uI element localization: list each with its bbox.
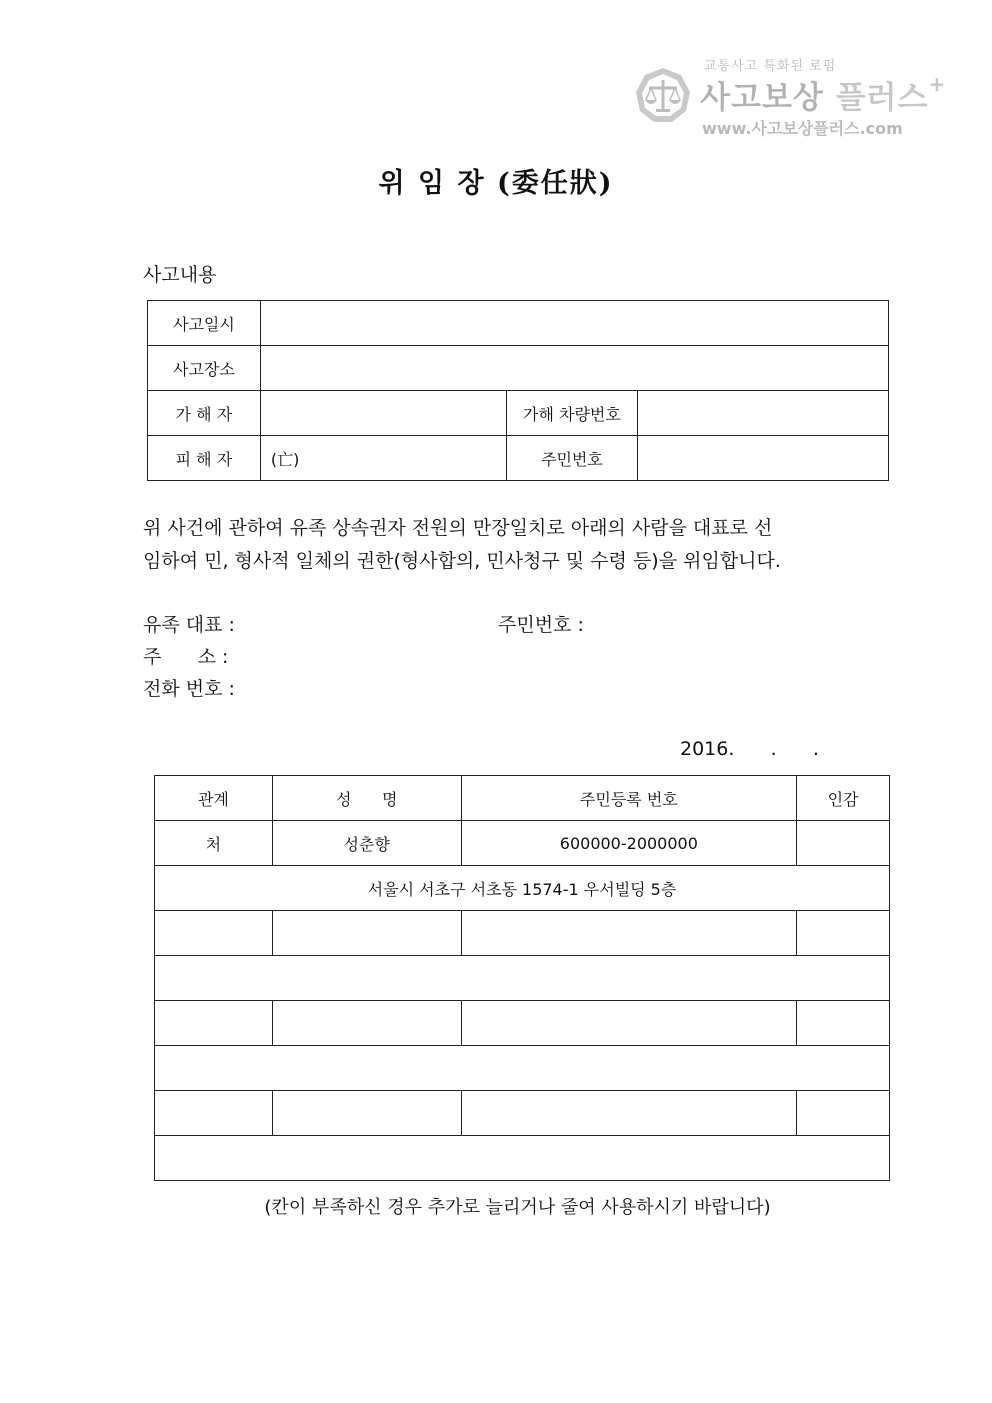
table-row <box>155 866 890 911</box>
heir-id-cell[interactable]: 600000-2000000 <box>461 821 797 866</box>
table-row <box>155 1001 890 1046</box>
heir-seal-cell[interactable] <box>797 1091 890 1136</box>
table-header-row <box>155 776 890 821</box>
victim-field[interactable]: (亡) <box>260 436 506 481</box>
table-row <box>155 821 890 866</box>
victim-id-field[interactable] <box>638 436 889 481</box>
table-row <box>155 1136 890 1181</box>
accident-date-label: 사고일시 <box>148 301 261 346</box>
heir-name-cell[interactable] <box>272 911 461 956</box>
offender-label: 가 해 자 <box>148 391 261 436</box>
logo-url: www.사고보상플러스.com <box>702 119 903 138</box>
header-name: 성 명 <box>272 776 461 821</box>
accident-date-field[interactable] <box>260 301 888 346</box>
heir-seal-cell[interactable] <box>797 821 890 866</box>
representative-phone-label: 전화 번호 : <box>143 678 235 700</box>
heir-name-cell[interactable]: 성춘향 <box>272 821 461 866</box>
heirs-table <box>154 775 890 1181</box>
heir-address-cell[interactable] <box>155 1046 890 1091</box>
logo-plus-sign: + <box>928 71 947 96</box>
header-relation: 관계 <box>155 776 273 821</box>
logo-name-main: 사고보상 <box>700 80 824 116</box>
table-row <box>155 1046 890 1091</box>
offender-vehicle-label: 가해 차량번호 <box>506 391 638 436</box>
accident-place-field[interactable] <box>260 346 888 391</box>
heir-name-cell[interactable] <box>272 1001 461 1046</box>
table-row <box>148 301 889 346</box>
scales-of-justice-emblem-icon <box>634 66 692 124</box>
heir-address-cell[interactable]: 서울시 서초구 서초동 1574-1 우서빌딩 5층 <box>155 866 890 911</box>
logo-tagline: 교통사고 특화된 로펌 <box>704 59 837 74</box>
heir-seal-cell[interactable] <box>797 911 890 956</box>
table-row <box>148 436 889 481</box>
representative-name-label: 유족 대표 : <box>143 614 235 636</box>
heir-relation-cell[interactable] <box>155 1001 273 1046</box>
table-row <box>148 391 889 436</box>
accident-section-label: 사고내용 <box>143 264 217 286</box>
heir-name-cell[interactable] <box>272 1091 461 1136</box>
heir-relation-cell[interactable] <box>155 1091 273 1136</box>
table-row <box>155 1091 890 1136</box>
document-date: 2016. . . <box>680 738 819 760</box>
offender-field[interactable] <box>260 391 506 436</box>
heir-relation-cell[interactable]: 처 <box>155 821 273 866</box>
victim-label: 피 해 자 <box>148 436 261 481</box>
table-row <box>148 346 889 391</box>
logo-name <box>700 72 946 117</box>
accident-details-table <box>147 300 889 481</box>
logo-name-plus: 플러스 <box>835 80 929 116</box>
heir-id-cell[interactable] <box>461 911 797 956</box>
heir-seal-cell[interactable] <box>797 1001 890 1046</box>
heir-relation-cell[interactable] <box>155 911 273 956</box>
representative-address-label: 주 소 : <box>143 646 229 668</box>
offender-vehicle-field[interactable] <box>638 391 889 436</box>
statement-line: 임하여 민, 형사적 일체의 권한(형사합의, 민사청구 및 수령 등)을 위임합니다. <box>143 550 781 572</box>
heir-address-cell[interactable] <box>155 1136 890 1181</box>
footnote: (칸이 부족하신 경우 추가로 늘리거나 줄여 사용하시기 바랍니다) <box>264 1197 771 1218</box>
heir-address-cell[interactable] <box>155 956 890 1001</box>
representative-id-label: 주민번호 : <box>498 614 584 636</box>
header-id: 주민등록 번호 <box>461 776 797 821</box>
table-row <box>155 911 890 956</box>
statement-line: 위 사건에 관하여 유족 상속권자 전원의 만장일치로 아래의 사람을 대표로 선 <box>143 517 773 539</box>
heir-id-cell[interactable] <box>461 1001 797 1046</box>
header-seal: 인감 <box>797 776 890 821</box>
table-row <box>155 956 890 1001</box>
heir-id-cell[interactable] <box>461 1091 797 1136</box>
victim-id-label: 주민번호 <box>506 436 638 481</box>
delegation-statement <box>143 512 893 578</box>
company-logo <box>632 52 947 142</box>
accident-place-label: 사고장소 <box>148 346 261 391</box>
document-title: 위 임 장 (委任狀) <box>378 168 614 199</box>
